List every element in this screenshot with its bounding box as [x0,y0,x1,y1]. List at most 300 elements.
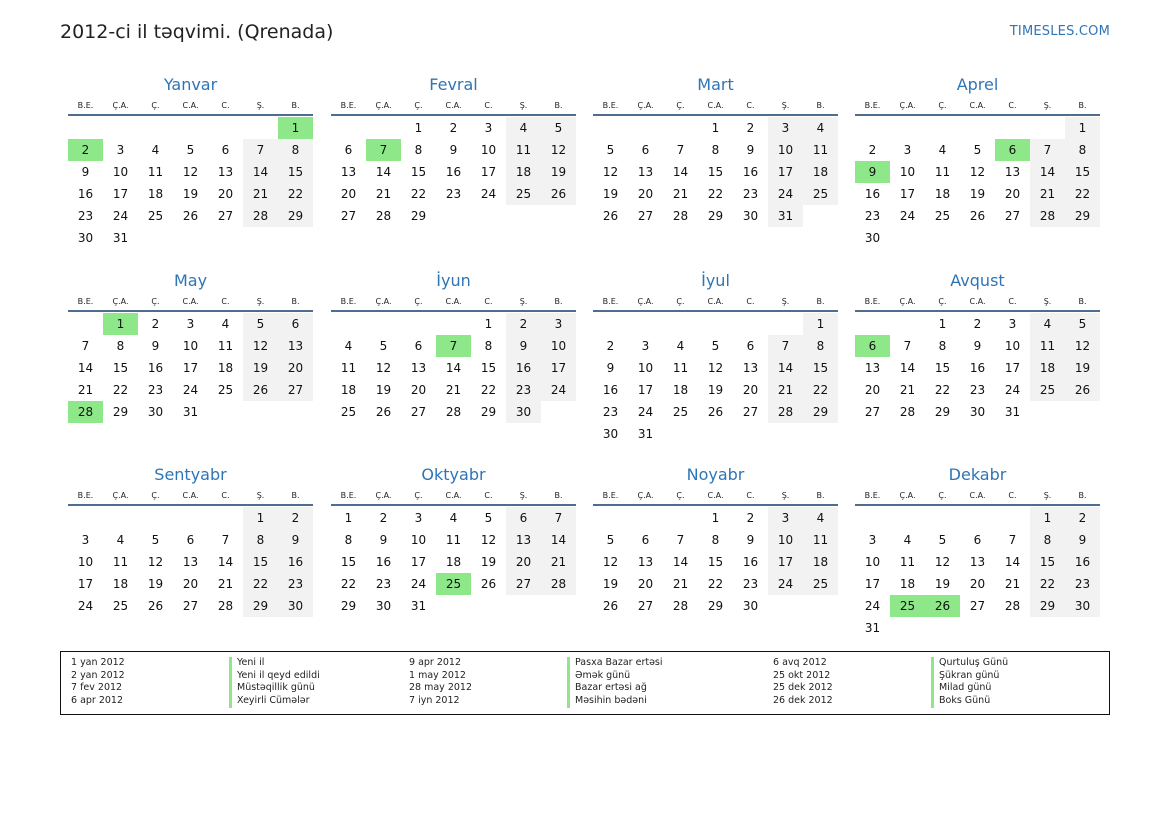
day-cell: 30 [506,401,541,423]
weekday-label: B.E. [864,491,881,500]
day-cell: 12 [707,361,724,375]
day-cell: 22 [934,383,951,397]
day-cell: 19 [707,383,724,397]
days-grid [331,313,576,423]
day-cell: 10 [410,533,427,547]
day-cell: 1 [711,511,720,525]
weekday-label: Ç.A. [899,491,916,500]
day-cell: 2 [506,313,541,335]
day-cell: 18 [899,577,916,591]
day-cell: 19 [375,383,392,397]
legend-date: 26 dek 2012 [773,695,833,707]
day-cell: 15 [480,361,497,375]
weekday-label: Ş. [519,491,528,500]
weekday-label: Ç.A. [899,101,916,110]
day-cell: 8 [414,143,423,157]
day-cell: 25 [1030,379,1065,401]
day-cell: 6 [344,143,353,157]
day-cell: 5 [1065,313,1100,335]
day-cell: 4 [1030,313,1065,335]
weekday-label: C.A. [182,297,199,306]
weekday-label: C.A. [445,491,462,500]
empty-cell [663,507,698,529]
weekday-label: B. [1078,297,1087,306]
month-calendar [68,270,313,423]
empty-cell [628,117,663,139]
weekday-label: B.E. [602,297,619,306]
day-cell: 8 [711,143,720,157]
weekday-label: Ç. [676,101,685,110]
day-cell: 22 [480,383,497,397]
month-calendar [331,464,576,617]
empty-cell [593,507,628,529]
day-cell: 7 [541,507,576,529]
day-cell: 14 [243,161,278,183]
day-cell: 26 [1065,379,1100,401]
weekday-label: Ş. [781,297,790,306]
day-cell: 6 [186,533,195,547]
day-cell: 24 [112,209,129,223]
day-cell: 26 [147,599,164,613]
day-cell: 16 [445,165,462,179]
weekday-label: C. [746,297,755,306]
header-divider [331,504,576,506]
weekday-label: C. [746,101,755,110]
day-cell: 11 [340,361,357,375]
day-cell: 20 [864,383,881,397]
day-cell: 26 [243,379,278,401]
day-cell: 14 [1030,161,1065,183]
day-cell: 27 [217,209,234,223]
days-grid [331,507,576,617]
holiday-day: 6 [995,139,1030,161]
day-cell: 9 [746,143,755,157]
day-cell: 13 [1004,165,1021,179]
weekday-label: C.A. [445,297,462,306]
day-cell: 22 [410,187,427,201]
day-cell: 20 [637,187,654,201]
day-cell: 15 [707,555,724,569]
empty-cell [995,507,1030,529]
day-cell: 31 [864,621,881,635]
day-cell: 14 [445,361,462,375]
day-cell: 17 [112,187,129,201]
day-cell: 16 [742,165,759,179]
day-cell: 27 [637,209,654,223]
day-cell: 11 [112,555,129,569]
day-cell: 6 [973,533,982,547]
legend-dates [773,657,833,708]
day-cell: 30 [864,231,881,245]
day-cell: 13 [637,555,654,569]
empty-cell [890,313,925,335]
weekday-label: C.A. [707,491,724,500]
day-cell: 23 [278,573,313,595]
day-cell: 29 [112,405,129,419]
day-cell: 21 [77,383,94,397]
day-cell: 13 [864,361,881,375]
day-cell: 27 [742,405,759,419]
day-cell: 26 [182,209,199,223]
legend-names [567,657,663,708]
empty-cell [733,313,768,335]
weekday-label: Ş. [1043,101,1052,110]
day-cell: 11 [934,165,951,179]
day-cell: 12 [243,335,278,357]
weekday-label: Ş. [256,297,265,306]
day-cell: 16 [1065,551,1100,573]
weekday-label: B.E. [340,297,357,306]
day-cell: 18 [340,383,357,397]
day-cell: 17 [541,357,576,379]
legend-names [229,657,320,708]
day-cell: 16 [147,361,164,375]
day-cell: 14 [217,555,234,569]
legend-holiday-name: Şükran günü [939,669,1000,681]
day-cell: 28 [1030,205,1065,227]
header-divider [68,504,313,506]
day-cell: 25 [803,183,838,205]
day-cell: 17 [864,577,881,591]
day-cell: 28 [445,405,462,419]
day-cell: 5 [541,117,576,139]
day-cell: 8 [938,339,947,353]
day-cell: 12 [1065,335,1100,357]
weekday-label: Ş. [1043,297,1052,306]
day-cell: 29 [278,205,313,227]
day-cell: 29 [243,595,278,617]
days-grid [68,313,313,423]
day-cell: 10 [1004,339,1021,353]
day-cell: 30 [375,599,392,613]
weekday-label: B. [1078,101,1087,110]
empty-cell [628,507,663,529]
legend-holiday-name: Bazar ertəsi ağ [575,682,647,694]
day-cell: 23 [147,383,164,397]
day-cell: 18 [803,161,838,183]
month-calendar [855,464,1100,639]
weekday-header [855,488,1100,504]
legend-holiday-name: Məsihin bədəni [575,695,647,707]
day-cell: 6 [278,313,313,335]
month-calendar [593,74,838,227]
day-cell: 27 [864,405,881,419]
day-cell: 21 [243,183,278,205]
day-cell: 24 [637,405,654,419]
day-cell: 17 [637,383,654,397]
day-cell: 2 [868,143,877,157]
day-cell: 30 [77,231,94,245]
day-cell: 28 [768,401,803,423]
day-cell: 12 [147,555,164,569]
legend-date: 1 yan 2012 [71,657,125,668]
day-cell: 28 [541,573,576,595]
day-cell: 31 [637,427,654,441]
day-cell: 9 [1065,529,1100,551]
header-divider [331,310,576,312]
day-cell: 20 [278,357,313,379]
day-cell: 18 [1030,357,1065,379]
day-cell: 30 [969,405,986,419]
weekday-label: B. [816,101,825,110]
day-cell: 14 [541,529,576,551]
holiday-day: 7 [436,335,471,357]
day-cell: 9 [379,533,388,547]
header-divider [855,310,1100,312]
day-cell: 4 [938,143,947,157]
day-cell: 31 [112,231,129,245]
day-cell: 7 [81,339,90,353]
day-cell: 7 [768,335,803,357]
day-cell: 8 [116,339,125,353]
legend-holiday-name: Milad günü [939,682,992,694]
day-cell: 3 [1008,317,1017,331]
weekday-header [68,294,313,310]
empty-cell [925,117,960,139]
legend-date: 25 okt 2012 [773,669,831,681]
empty-cell [103,117,138,139]
month-name: May [173,271,208,290]
day-cell: 31 [410,599,427,613]
day-cell: 24 [768,183,803,205]
weekday-label: C.A. [182,491,199,500]
day-cell: 3 [768,507,803,529]
empty-cell [68,117,103,139]
day-cell: 4 [903,533,912,547]
weekday-label: B. [554,297,563,306]
day-cell: 3 [484,121,493,135]
day-cell: 20 [742,383,759,397]
legend-holiday-name: Yeni il [237,657,265,668]
day-cell: 26 [375,405,392,419]
weekday-label: C. [484,297,493,306]
day-cell: 19 [541,161,576,183]
day-cell: 30 [147,405,164,419]
weekday-header [855,294,1100,310]
day-cell: 29 [934,405,951,419]
weekday-header [331,294,576,310]
empty-cell [890,507,925,529]
day-cell: 31 [1004,405,1021,419]
header-divider [68,114,313,116]
weekday-header [593,294,838,310]
day-cell: 21 [1004,577,1021,591]
day-cell: 6 [414,339,423,353]
weekday-label: C. [1008,297,1017,306]
day-cell: 18 [506,161,541,183]
day-cell: 27 [182,599,199,613]
month-name: Fevral [429,75,478,94]
days-grid [331,117,576,227]
day-cell: 23 [602,405,619,419]
day-cell: 23 [506,379,541,401]
day-cell: 19 [1065,357,1100,379]
day-cell: 15 [340,555,357,569]
month-name: Avqust [950,271,1005,290]
brand-link[interactable]: TIMESLES.COM [1009,24,1110,39]
legend-dates [409,657,472,708]
weekday-label: Ç. [938,491,947,500]
day-cell: 3 [541,313,576,335]
weekday-label: C. [1008,491,1017,500]
day-cell: 10 [77,555,94,569]
day-cell: 4 [676,339,685,353]
day-cell: 15 [112,361,129,375]
day-cell: 25 [672,405,689,419]
weekday-label: C. [484,101,493,110]
day-cell: 9 [449,143,458,157]
header-divider [593,310,838,312]
day-cell: 6 [641,533,650,547]
day-cell: 21 [445,383,462,397]
weekday-label: C. [221,297,230,306]
day-cell: 29 [1030,595,1065,617]
day-cell: 26 [541,183,576,205]
day-cell: 11 [506,139,541,161]
day-cell: 20 [340,187,357,201]
day-cell: 17 [410,555,427,569]
month-name: Mart [697,75,734,94]
day-cell: 4 [221,317,230,331]
day-cell: 17 [1004,361,1021,375]
legend-holiday-name: Qurtuluş Günü [939,657,1009,668]
weekday-header [331,98,576,114]
weekday-label: Ç.A. [112,491,129,500]
day-cell: 24 [1004,383,1021,397]
day-cell: 13 [637,165,654,179]
day-cell: 25 [217,383,234,397]
weekday-label: C.A. [969,101,986,110]
day-cell: 4 [449,511,458,525]
weekday-label: Ç. [151,101,160,110]
weekday-label: Ş. [1043,491,1052,500]
day-cell: 10 [768,529,803,551]
day-cell: 10 [899,165,916,179]
days-grid [593,507,838,617]
empty-cell [890,117,925,139]
day-cell: 23 [742,577,759,591]
empty-cell [243,117,278,139]
day-cell: 14 [899,361,916,375]
month-name: Dekabr [948,465,1007,484]
day-cell: 18 [112,577,129,591]
day-cell: 11 [672,361,689,375]
weekday-label: C.A. [969,297,986,306]
weekday-label: B. [291,101,300,110]
legend-dates [71,657,125,708]
day-cell: 5 [938,533,947,547]
weekday-label: B.E. [77,297,94,306]
day-cell: 26 [602,599,619,613]
empty-cell [68,507,103,529]
day-cell: 13 [182,555,199,569]
day-cell: 31 [768,205,803,227]
day-cell: 10 [541,335,576,357]
day-cell: 1 [484,317,493,331]
page-title: 2012-ci il təqvimi. (Qrenada) [60,21,334,43]
day-cell: 18 [672,383,689,397]
day-cell: 12 [602,555,619,569]
day-cell: 7 [221,533,230,547]
month-name: İyun [436,271,471,290]
weekday-header [68,98,313,114]
day-cell: 27 [506,573,541,595]
day-cell: 4 [506,117,541,139]
legend-date: 7 fev 2012 [71,682,123,694]
day-cell: 6 [746,339,755,353]
empty-cell [173,117,208,139]
day-cell: 19 [182,187,199,201]
day-cell: 1 [803,313,838,335]
day-cell: 21 [768,379,803,401]
weekday-label: B. [554,101,563,110]
day-cell: 28 [672,209,689,223]
empty-cell [855,507,890,529]
empty-cell [208,117,243,139]
empty-cell [593,117,628,139]
day-cell: 16 [969,361,986,375]
holiday-day: 25 [890,595,925,617]
day-cell: 6 [221,143,230,157]
days-grid [593,117,838,227]
empty-cell [995,117,1030,139]
day-cell: 16 [278,551,313,573]
day-cell: 13 [742,361,759,375]
weekday-label: B. [1078,491,1087,500]
weekday-label: Ç. [414,491,423,500]
weekday-label: Ç.A. [899,297,916,306]
weekday-label: Ç.A. [637,297,654,306]
holiday-day: 28 [68,401,103,423]
day-cell: 2 [449,121,458,135]
empty-cell [331,117,366,139]
holiday-day: 9 [855,161,890,183]
day-cell: 30 [602,427,619,441]
day-cell: 7 [676,143,685,157]
weekday-label: Ş. [781,491,790,500]
day-cell: 5 [186,143,195,157]
day-cell: 7 [676,533,685,547]
day-cell: 12 [375,361,392,375]
month-name: Oktyabr [421,465,486,484]
day-cell: 21 [672,187,689,201]
empty-cell [173,507,208,529]
day-cell: 12 [182,165,199,179]
month-name: Sentyabr [154,465,227,484]
day-cell: 10 [480,143,497,157]
day-cell: 5 [484,511,493,525]
day-cell: 12 [969,165,986,179]
day-cell: 9 [746,533,755,547]
day-cell: 22 [707,577,724,591]
day-cell: 4 [803,507,838,529]
weekday-label: Ş. [781,101,790,110]
weekday-label: B.E. [340,491,357,500]
empty-cell [698,313,733,335]
weekday-label: C. [221,101,230,110]
day-cell: 5 [606,143,615,157]
month-name: Aprel [956,75,999,94]
empty-cell [68,313,103,335]
day-cell: 22 [1065,183,1100,205]
weekday-header [331,488,576,504]
day-cell: 27 [340,209,357,223]
day-cell: 3 [116,143,125,157]
day-cell: 13 [410,361,427,375]
day-cell: 28 [899,405,916,419]
weekday-label: Ş. [256,491,265,500]
month-calendar [593,464,838,617]
